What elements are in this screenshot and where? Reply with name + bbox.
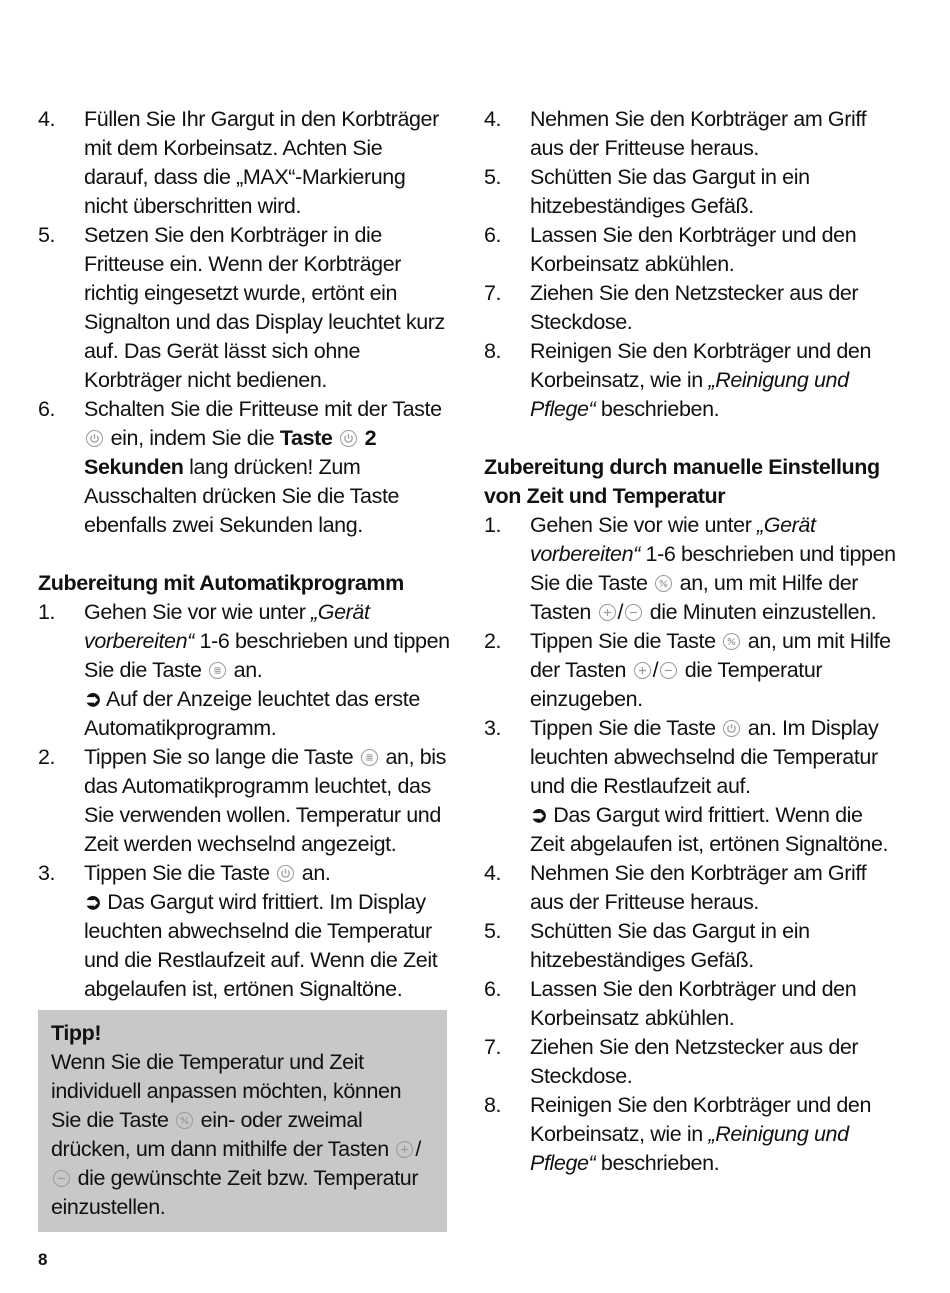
list-item: 4. Füllen Sie Ihr Gargut in den Korbträger mit dem Korbeinsatz. Achten Sie darauf, dass die „MAX“-Markierung nicht überschritten wird. [38,107,439,218]
power-icon [340,430,357,447]
menu-icon [361,749,378,766]
list-item: 3. Tippen Sie die Taste an. Im Display leuchten abwechselnd die Temperatur und die Restlaufzeit auf. ➲ Das Gargut wird frittiert. Wenn die Zeit abgelaufen ist, ertönen Signaltöne. [484,716,889,856]
list-item: 6. Lassen Sie den Korbträger und den Korbeinsatz abkühlen. [484,223,857,276]
list-item: 5. Setzen Sie den Korbträger in die Fritteuse ein. Wenn der Korbträger richtig eingesetzt wurde, ertönt ein Signalton und das Display leuchtet kurz auf. Das Gerät lässt sich ohne Korbträger nicht bedienen. [38,223,445,392]
list-item: 1. Gehen Sie vor wie unter „Gerät vorbereiten“ 1-6 beschrieben und tippen Sie die Taste an, um mit Hilfe der Tasten / die Minuten einzustellen. [484,513,896,624]
result-arrow-icon: ➲ [84,687,102,711]
power-icon [723,720,740,737]
time-temperature-icon [723,633,740,650]
list-item: 4. Nehmen Sie den Korbträger am Griff aus der Fritteuse heraus. [484,107,867,160]
result-arrow-icon: ➲ [530,803,548,827]
tip-box: Tipp! Wenn Sie die Temperatur und Zeit individuell anpassen möchten, können Sie die Taste ein- oder zweimal drücken, um dann mithilfe der Tasten / die gewünschte Zeit bzw. Temperatur einzustellen. [38,1010,447,1232]
list-item: 5. Schütten Sie das Gargut in ein hitzebeständiges Gefäß. [484,919,810,972]
left-steps-a [38,105,450,395]
plus-icon [599,604,616,621]
time-temperature-icon [176,1112,193,1129]
menu-icon [209,662,226,679]
list-item: 6. Schalten Sie die Fritteuse mit der Taste ein, indem Sie die Taste 2 Sekunden lang drücken! Zum Ausschalten drücken Sie die Taste ebenfalls zwei Sekunden lang. [38,397,442,537]
section-heading: Zubereitung durch manuelle Einstellung von Zeit und Temperatur [484,455,880,508]
list-item: 7. Ziehen Sie den Netzstecker aus der Steckdose. [484,281,859,334]
plus-icon [396,1141,413,1158]
page-number: 8 [38,1250,48,1269]
list-item: 3. Tippen Sie die Taste an. ➲ Das Gargut wird frittiert. Im Display leuchten abwechselnd die Temperatur und die Restlaufzeit auf. Wenn die Zeit abgelaufen ist, ertönen Signaltöne. [38,861,438,1001]
list-item: 2. Tippen Sie so lange die Taste an, bis das Automatikprogramm leuchtet, das Sie verwenden wollen. Temperatur und Zeit werden wechselnd angezeigt. [38,745,446,856]
minus-icon [625,604,642,621]
list-item: 4. Nehmen Sie den Korbträger am Griff aus der Fritteuse heraus. [484,861,867,914]
list-item: 7. Ziehen Sie den Netzstecker aus der Steckdose. [484,1035,859,1088]
right-column [484,105,896,1178]
time-temperature-icon [655,575,672,592]
result-arrow-icon: ➲ [84,890,102,914]
power-icon [86,430,103,447]
list-item: 1. Gehen Sie vor wie unter „Gerät vorbereiten“ 1-6 beschrieben und tippen Sie die Taste an. ➲ Auf der Anzeige leuchtet das erste Automatikprogramm. [38,600,450,740]
list-item: 5. Schütten Sie das Gargut in ein hitzebeständiges Gefäß. [484,165,810,218]
section-heading: Zubereitung mit Automatikprogramm [38,571,404,595]
power-icon [277,865,294,882]
minus-icon [660,662,677,679]
list-item: 6. Lassen Sie den Korbträger und den Korbeinsatz abkühlen. [484,977,857,1030]
list-item: 8. Reinigen Sie den Korbträger und den Korbeinsatz, wie in „Reinigung und Pflege“ beschrieben. [484,1093,872,1175]
plus-icon [634,662,651,679]
list-item: 2. Tippen Sie die Taste an, um mit Hilfe der Tasten / die Temperatur einzugeben. [484,629,891,711]
list-item: 8. Reinigen Sie den Korbträger und den Korbeinsatz, wie in „Reinigung und Pflege“ beschrieben. [484,339,872,421]
minus-icon [53,1170,70,1187]
left-column [38,105,450,1232]
tip-title: Tipp! [51,1021,102,1045]
